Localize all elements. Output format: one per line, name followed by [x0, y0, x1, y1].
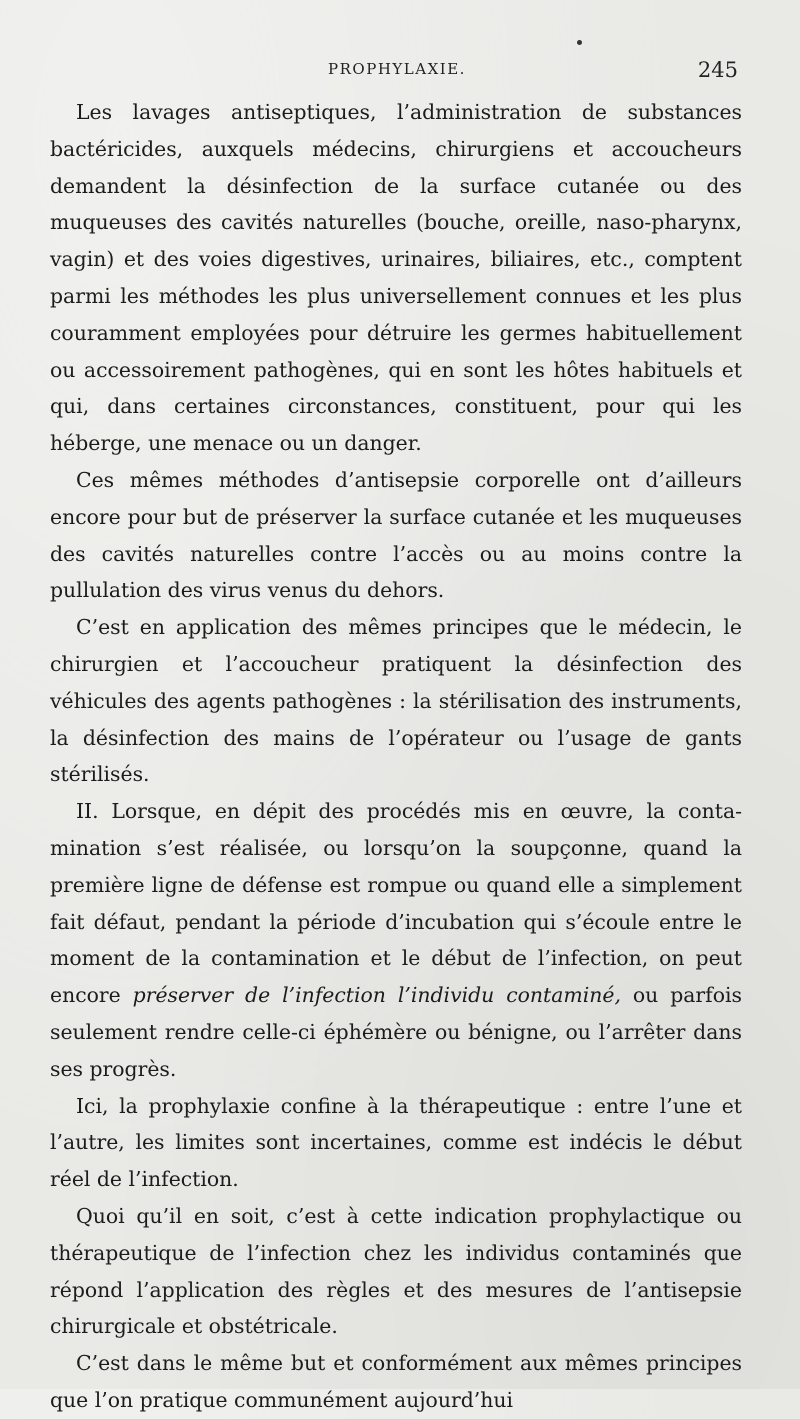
paragraph-4 — [50, 793, 742, 1087]
text-body — [50, 94, 742, 1419]
running-head — [52, 58, 742, 84]
page-number: 245 — [697, 58, 738, 82]
paragraph-7: C’est dans le même but et conformément aux mêmes principes que l’on pratique communément aujourd’hui — [50, 1351, 742, 1412]
ink-dot — [577, 40, 582, 45]
paragraph-1: Les lavages antiseptiques, l’administration de substances bactéricides, auxquels médecins, chirurgiens et accoucheurs demandent la désinfection de la surface cutanée ou des muqueuses des cavités naturelles (bouche, oreille, naso-pharynx, vagin) et des voies digestives, urinaires, biliaires, etc., comptent parmi les méthodes les plus universellement connues et les plus couramment employées pour détruire les germes habituellement ou accessoirement pathogènes, qui en sont les hôtes habituels et qui, dans certaines circonstances, constituent, pour qui les héberge, une menace ou un danger. — [50, 100, 742, 456]
paragraph-5: Ici, la prophylaxie confine à la thérapeutique : entre l’une et l’autre, les limites sont incertaines, comme est indécis le début réel de l’infection. — [50, 1093, 742, 1192]
paragraph-4-end: ou parfois seulement rendre celle-ci éphémère ou bénigne, ou l’arrêter dans ses progrès. — [50, 983, 742, 1081]
paragraph-4-italic: préserver de l’infection l’individu contaminé, — [132, 983, 621, 1008]
paragraph-4-start: II. Lorsque, en dépit des procédés mis en œuvre, la contamination s’est réalisée, ou lorsqu’on la soupçonne, quand la première ligne de défense est rompue ou quand elle a simplement fait défaut, pendant la période d’incubation qui s’écoule entre le moment de la contamination et le début de l’infection, on peut encore — [50, 799, 742, 1008]
running-title: PROPHYLAXIE. — [328, 60, 466, 78]
paragraph-2: Ces mêmes méthodes d’antisepsie corporelle ont d’ailleurs encore pour but de préserver la surface cutanée et les muqueuses des cavités naturelles contre l’accès ou au moins contre la pullulation des virus venus du dehors. — [50, 467, 742, 603]
paragraph-3: C’est en application des mêmes principes que le médecin, le chirurgien et l’accoucheur pratiquent la désinfection des véhicules des agents pathogènes : la stérilisation des instruments, la désinfection des mains de l’opérateur ou l’usage de gants stérilisés. — [50, 615, 742, 787]
paragraph-6: Quoi qu’il en soit, c’est à cette indication prophylactique ou thérapeutique de l’infection chez les individus contaminés que répond l’application des règles et des mesures de l’antisepsie chirurgicale et obstétricale. — [50, 1203, 742, 1339]
